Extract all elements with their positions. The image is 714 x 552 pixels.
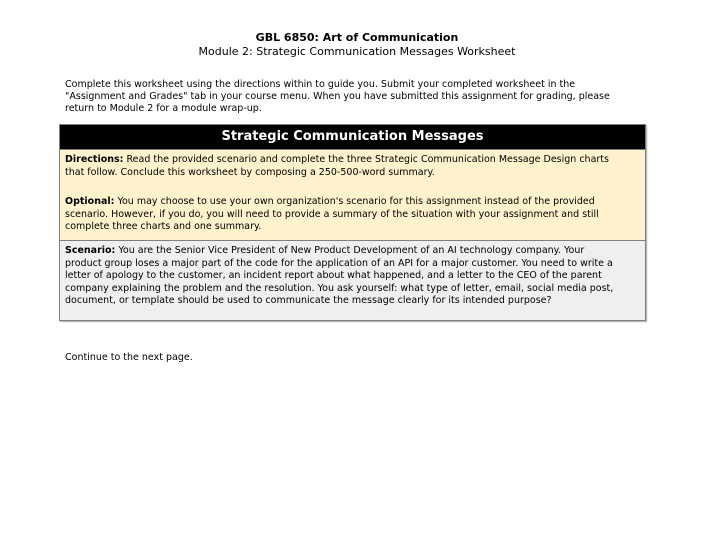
directions-section (60, 149, 645, 240)
scenario-line: letter of apology to the customer, an incident report about what happened, and a letter to the CEO of the parent (65, 270, 602, 281)
optional-label: Optional: (65, 196, 115, 207)
strategic-messages-card (59, 124, 646, 321)
optional-line: scenario. However, if you do, you will need to provide a summary of the situation with your assignment and still (65, 208, 599, 220)
document-header (0, 31, 714, 59)
optional-line (65, 196, 640, 209)
scenario-line (65, 245, 640, 258)
scenario-line: product group loses a major part of the code for the application of an API for a major customer. You need to write a (65, 257, 613, 269)
directions-line: that follow. Conclude this worksheet by composing a 250-500-word summary. (65, 166, 435, 178)
scenario-line: company explaining the problem and the resolution. You ask yourself: what type of letter, email, social media post, (65, 282, 614, 294)
course-title: GBL 6850: Art of Communication (255, 31, 459, 44)
scenario-label: Scenario: (65, 245, 116, 256)
card-title: Strategic Communication Messages (60, 125, 645, 149)
directions-label: Directions: (65, 154, 124, 165)
intro-paragraph (65, 79, 655, 115)
module-subtitle: Module 2: Strategic Communication Messages Worksheet (198, 45, 516, 58)
optional-text: You may choose to use your own organization's scenario for this assignment instead of the provided (114, 196, 595, 207)
paragraph-spacer (65, 179, 640, 196)
intro-line: "Assignment and Grades" tab in your course menu. When you have submitted this assignment for grading, please (65, 91, 610, 102)
scenario-text: You are the Senior Vice President of New Product Development of an AI technology company. Your (115, 245, 585, 256)
continue-note: Continue to the next page. (65, 352, 193, 363)
scenario-section (60, 240, 645, 320)
intro-line: return to Module 2 for a module wrap-up. (65, 103, 262, 114)
directions-text: Read the provided scenario and complete the three Strategic Communication Message Design charts (123, 154, 609, 165)
directions-line (65, 154, 640, 167)
scenario-line: document, or template should be used to communicate the message clearly for its intended purpose? (65, 295, 552, 306)
optional-line: complete three charts and one summary. (65, 221, 262, 232)
intro-line: Complete this worksheet using the directions within to guide you. Submit your completed worksheet in the (65, 79, 576, 90)
